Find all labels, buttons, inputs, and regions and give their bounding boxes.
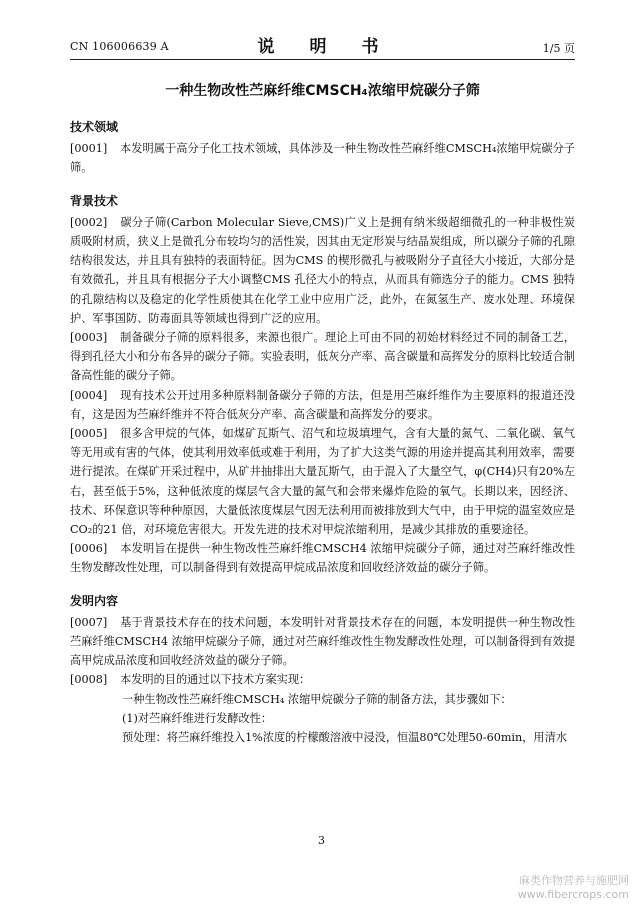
paragraph-number: [0001]: [70, 142, 108, 156]
paragraph-text: 碳分子筛(Carbon Molecular Sieve,CMS)广义上是拥有纳米级超细微孔的一种非极性炭质吸附材质，狭义上是微孔分布较均匀的活性炭，因其由无定形炭与结晶炭组成，所以碳分子筛的孔隙结构很发达，并且具有独特的表面特征。因为CMS 的楔形微孔与被吸附分子直径大小接近，大部分是有效微孔，并且具有根据分子大小调整CMS 孔径大小的特点，从而具有筛选分子的能力。CMS 独特的孔隙结构以及稳定的化学性质使其在化学工业中应用广泛，此外，在氮氢生产、废水处理、环境保护、军事国防、防毒面具等领域也得到广泛的应用。: [70, 215, 575, 325]
paragraph-text: 本发明属于高分子化工技术领域，具体涉及一种生物改性苎麻纤维CMSCH₄浓缩甲烷碳分子筛。: [70, 142, 575, 175]
body-line: 预处理：将苎麻纤维投入1%浓度的柠檬酸溶液中浸没，恒温80℃处理50-60min，用清水: [122, 731, 567, 745]
paragraph: [70, 386, 575, 424]
section-heading: 背景技术: [70, 193, 119, 208]
paragraph: [70, 139, 575, 177]
paragraph: [70, 424, 575, 539]
paragraph-number: [0002]: [70, 215, 108, 229]
publication-number: CN 106006639 A: [70, 40, 169, 53]
body-line: 一种生物改性苎麻纤维CMSCH₄ 浓缩甲烷碳分子筛的制备方法，其步骤如下：: [122, 692, 512, 706]
paragraph-text: 很多含甲烷的气体，如煤矿瓦斯气、沼气和垃圾填埋气，含有大量的氮气、二氧化碳、氧气等无用或有害的气体，使其利用效率低或难于利用，为了扩大这类气源的用途并提高其利用效率，需要进行提浓。在煤矿开采过程中，从矿井抽排出大量瓦斯气，由于混入了大量空气，φ(CH4)只有20%左右，甚至低于5%，这种低浓度的煤层气含大量的氮气和会带来爆炸危险的氧气。长期以来，因经济、技术、环保意识等种种原因，大量低浓度煤层气因无法利用而被排放到大气中，由于甲烷的温室效应是CO₂的21 倍，对环境危害很大。开发先进的技术对甲烷浓缩利用，是减少其排放的重要途径。: [70, 427, 575, 537]
paragraph: [70, 539, 575, 577]
document-body: [70, 118, 575, 747]
paragraph-text: 现有技术公开过用多种原料制备碳分子筛的方法，但是用苎麻纤维作为主要原料的报道还没有，这是因为苎麻纤维并不符合低灰分产率、高含碳量和高挥发分的要求。: [70, 388, 575, 421]
document-type: 说 明 书: [257, 37, 388, 57]
watermark-url: www.fibercrops.com: [517, 888, 629, 901]
paragraph-number: [0005]: [70, 427, 108, 441]
watermark-name: 麻类作物营养与施肥网: [519, 874, 629, 887]
site-watermark: [518, 874, 629, 902]
paragraph-number: [0003]: [70, 331, 108, 345]
section-heading: 技术领域: [70, 120, 119, 134]
section-heading: 发明内容: [70, 593, 119, 608]
header-divider: [70, 59, 575, 60]
paragraph: [70, 213, 575, 328]
document-title: 一种生物改性苎麻纤维CMSCH₄浓缩甲烷碳分子筛: [165, 83, 480, 99]
page-info: 1/5 页: [542, 42, 575, 55]
paragraph-text: 本发明旨在提供一种生物改性苎麻纤维CMSCH4 浓缩甲烷碳分子筛，通过对苎麻纤维改性生物发酵改性处理，可以制备得到有效提高甲烷成品浓度和回收经济效益的碳分子筛。: [70, 542, 575, 575]
paragraph-text: 本发明的目的通过以下技术方案实现：: [120, 673, 311, 687]
paragraph-number: [0007]: [70, 615, 108, 629]
paragraph: [70, 670, 575, 689]
paragraph: [70, 613, 575, 671]
body-line: (1)对苎麻纤维进行发酵改性：: [122, 711, 273, 725]
paragraph-number: [0006]: [70, 542, 108, 556]
paragraph: [70, 328, 575, 386]
page-header: [70, 30, 575, 60]
page-number: 3: [318, 834, 325, 847]
paragraph-number: [0008]: [70, 673, 108, 687]
paragraph-text: 基于背景技术存在的技术问题，本发明针对背景技术存在的问题，本发明提供一种生物改性苎麻纤维CMSCH4 浓缩甲烷碳分子筛，通过对苎麻纤维改性生物发酵改性处理，可以制备得到有效提高甲烷成品浓度和回收经济效益的碳分子筛。: [70, 615, 575, 668]
paragraph-number: [0004]: [70, 388, 108, 402]
paragraph-text: 制备碳分子筛的原料很多，来源也很广。理论上可由不同的初始材料经过不同的制备工艺，得到孔径大小和分布各异的碳分子筛。实验表明，低灰分产率、高含碳量和高挥发分的原料比较适合制备高性能的碳分子筛。: [70, 331, 575, 383]
